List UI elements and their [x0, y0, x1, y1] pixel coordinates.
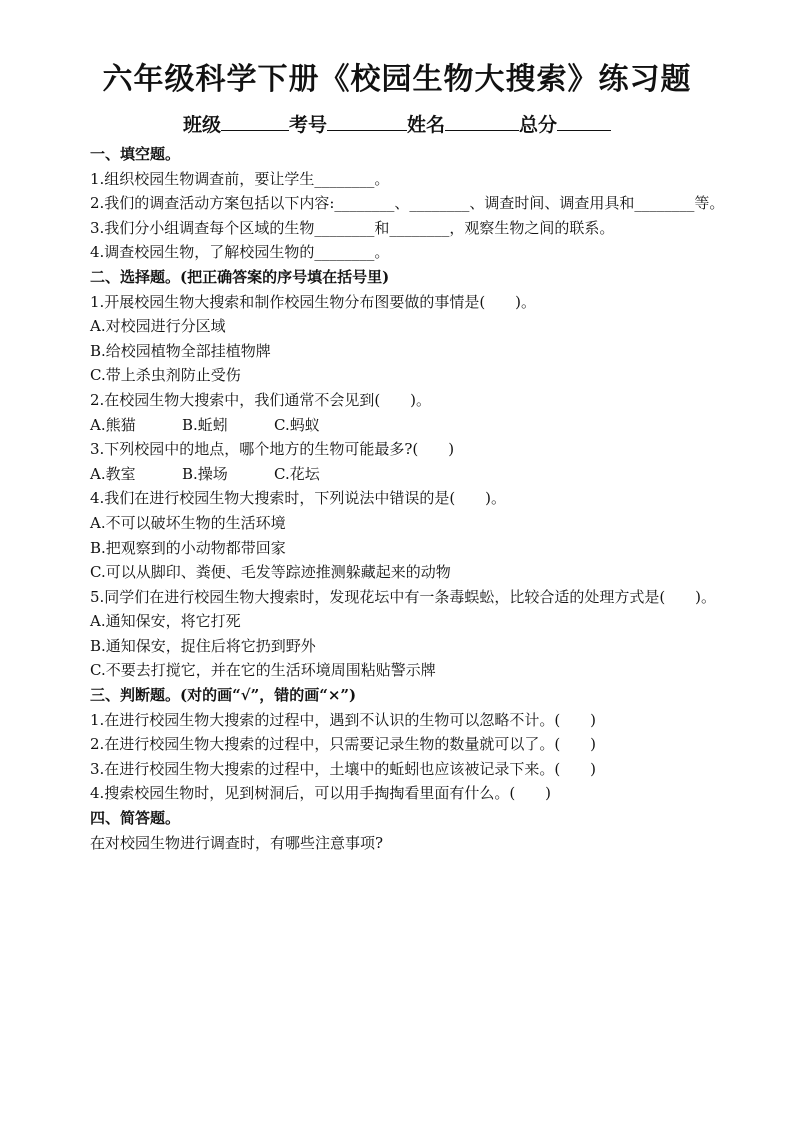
choice-2-option-a: A.熊猫	[90, 415, 136, 434]
short-answer-question-1: 在对校园生物进行调查时，有哪些注意事项?	[90, 833, 384, 852]
choice-2-option-c: C.蚂蚁	[274, 415, 320, 434]
exam-no-label: 考号	[288, 114, 327, 136]
fill-question-2: 2.我们的调查活动方案包括以下内容:________、________、调查时间、调查用具和________等。	[90, 194, 725, 213]
choice-4-option-b: B.把观察到的小动物都带回家	[90, 538, 286, 557]
choice-3-options	[60, 462, 734, 487]
choice-question-2: 2.在校园生物大搜索中，我们通常不会见到( )。	[90, 390, 432, 409]
fill-question-4: 4.调查校园生物，了解校园生物的________。	[90, 243, 390, 262]
class-blank[interactable]	[221, 112, 289, 131]
name-blank[interactable]	[445, 112, 519, 131]
judge-question-1: 1.在进行校园生物大搜索的过程中，遇到不认识的生物可以忽略不计。( )	[90, 710, 597, 729]
choice-question-3: 3.下列校园中的地点，哪个地方的生物可能最多?( )	[90, 440, 455, 459]
judge-question-3: 3.在进行校园生物大搜索的过程中，土壤中的蚯蚓也应该被记录下来。( )	[90, 759, 597, 778]
choice-question-1: 1.开展校园生物大搜索和制作校园生物分布图要做的事情是( )。	[90, 292, 537, 311]
section-choice-heading: 二、选择题。(把正确答案的序号填在括号里)	[90, 267, 390, 286]
judge-question-4: 4.搜索校园生物时，见到树洞后，可以用手掏掏看里面有什么。( )	[90, 784, 552, 803]
choice-3-option-b: B.操场	[182, 464, 228, 483]
page-title: 六年级科学下册《校园生物大搜索》练习题	[102, 62, 692, 97]
choice-4-option-c: C.可以从脚印、粪便、毛发等踪迹推测躲藏起来的动物	[90, 563, 451, 582]
total-blank[interactable]	[557, 112, 611, 131]
choice-5-option-c: C.不要去打搅它，并在它的生活环境周围粘贴警示牌	[90, 661, 436, 680]
choice-1-option-a: A.对校园进行分区域	[90, 317, 226, 336]
class-label: 班级	[182, 114, 221, 136]
total-label: 总分	[519, 114, 558, 136]
choice-1-option-c: C.带上杀虫剂防止受伤	[90, 366, 241, 385]
choice-1-option-b: B.给校园植物全部挂植物牌	[90, 341, 271, 360]
section-judge-heading: 三、判断题。(对的画“√”，错的画“×”)	[90, 686, 357, 705]
choice-2-options	[60, 413, 734, 438]
section-fill-in-heading: 一、填空题。	[90, 145, 181, 163]
name-label: 姓名	[407, 114, 446, 136]
fill-question-3: 3.我们分小组调查每个区域的生物________和________，观察生物之间的联系。	[90, 218, 615, 237]
choice-5-option-a: A.通知保安，将它打死	[90, 612, 241, 631]
choice-5-option-b: B.通知保安，捉住后将它扔到野外	[90, 636, 316, 655]
student-info-line	[60, 110, 734, 140]
judge-question-2: 2.在进行校园生物大搜索的过程中，只需要记录生物的数量就可以了。( )	[90, 735, 597, 754]
choice-2-option-b: B.蚯蚓	[182, 415, 228, 434]
choice-3-option-a: A.教室	[90, 464, 136, 483]
section-short-answer-heading: 四、简答题。	[90, 809, 181, 828]
exam-no-blank[interactable]	[327, 112, 407, 131]
choice-question-5: 5.同学们在进行校园生物大搜索时，发现花坛中有一条毒蜈蚣，比较合适的处理方式是( )。	[90, 587, 717, 606]
choice-question-4: 4.我们在进行校园生物大搜索时，下列说法中错误的是( )。	[90, 489, 507, 508]
choice-3-option-c: C.花坛	[274, 464, 320, 483]
choice-4-option-a: A.不可以破坏生物的生活环境	[90, 513, 286, 532]
fill-question-1: 1.组织校园生物调查前，要让学生________。	[90, 169, 390, 188]
